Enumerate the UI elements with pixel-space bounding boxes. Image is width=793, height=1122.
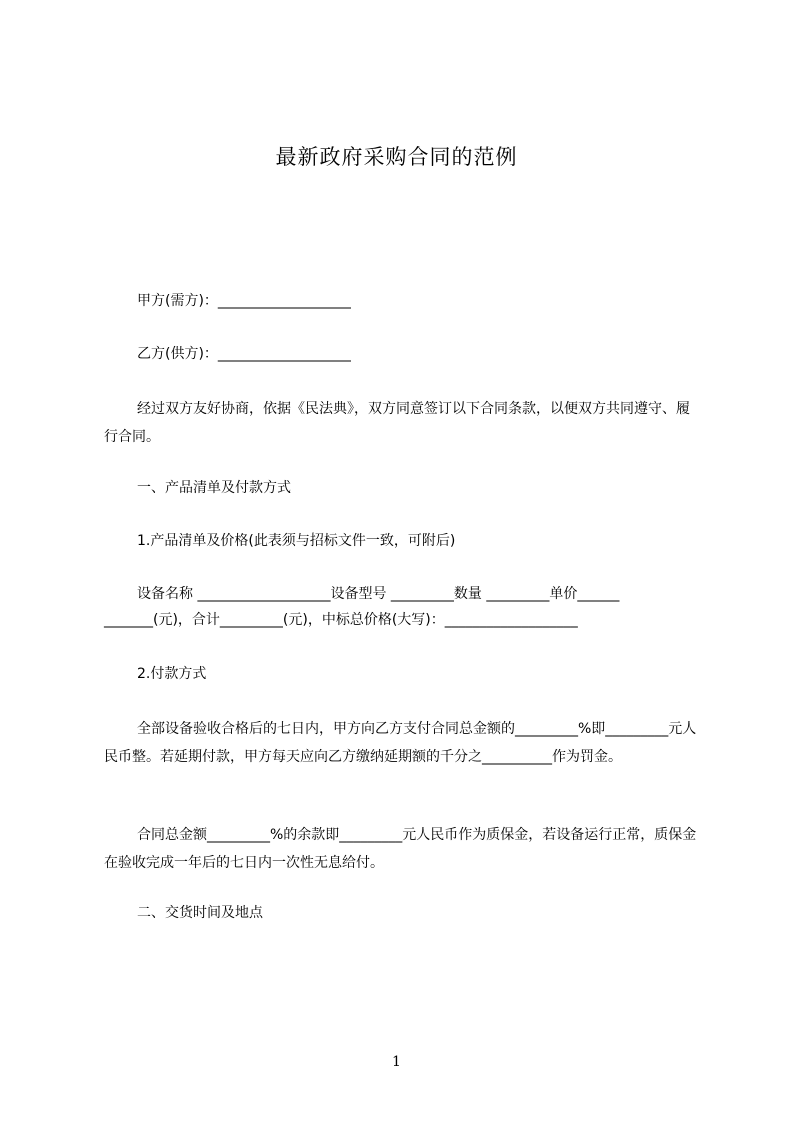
party-a-line: 甲方(需方)：___________________ bbox=[137, 293, 351, 309]
warranty-paragraph: 合同总金额_________%的余款即_________元人民币作为质保金，若设备运行正常，质保金在验收完成一年后的七日内一次性无息给付。 bbox=[104, 827, 697, 871]
payment-paragraph: 全部设备验收合格后的七日内，甲方向乙方支付合同总金额的_________%即_________元人民币整。若延期付款，甲方每天应向乙方缴纳延期额的千分之__________作为罚金。 bbox=[104, 721, 697, 765]
product-list-line-2: _______(元)，合计_________(元)，中标总价格(大写)：___________________ bbox=[104, 612, 578, 628]
clause-1-heading: 1.产品清单及价格(此表须与招标文件一致，可附后) bbox=[137, 533, 456, 549]
page-number: 1 bbox=[392, 1054, 401, 1070]
clause-2-heading: 2.付款方式 bbox=[137, 666, 207, 682]
section-1-heading: 一、产品清单及付款方式 bbox=[137, 480, 291, 496]
document-title: 最新政府采购合同的范例 bbox=[275, 145, 518, 169]
product-list-line-1: 设备名称 ___________________设备型号 _________数量 _________单价______ bbox=[137, 586, 620, 602]
section-2-heading: 二、交货时间及地点 bbox=[137, 905, 263, 921]
preamble-paragraph: 经过双方友好协商，依据《民法典》，双方同意签订以下合同条款，以便双方共同遵守、履行合同。 bbox=[104, 401, 690, 445]
party-b-line: 乙方(供方)：___________________ bbox=[137, 346, 351, 362]
